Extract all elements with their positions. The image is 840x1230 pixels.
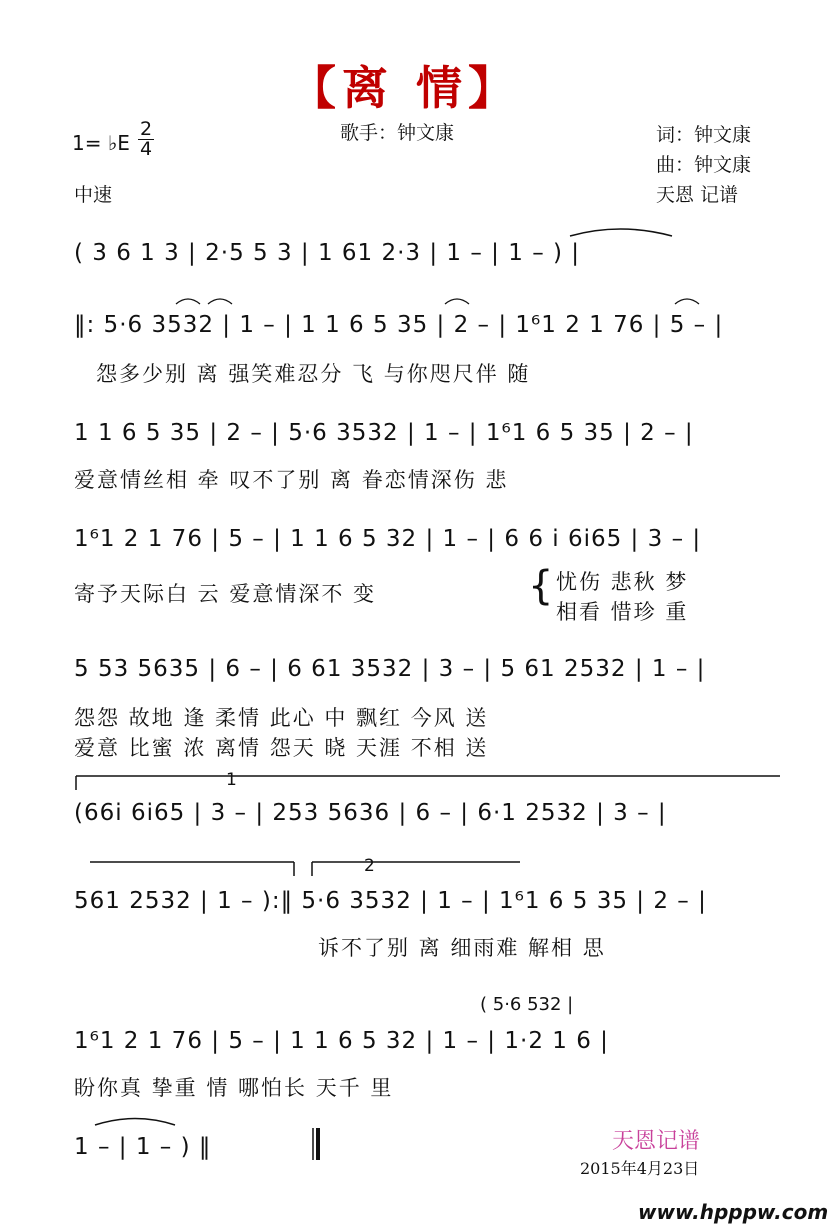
- time-denominator: 4: [139, 138, 153, 160]
- lyrics-row-4-verse-1: 忧伤 悲秋 梦: [556, 570, 689, 594]
- site-watermark: www.hpppw.com: [638, 1200, 829, 1224]
- lyrics-row-5-verse-1: 怨怨 故地 逢 柔情 此心 中 飘红 今风 送: [74, 706, 489, 730]
- lyrics-row-4: 寄予天际白 云 爱意情深不 变: [74, 582, 377, 606]
- transcription-date: 2015年4月23日: [580, 1159, 700, 1178]
- time-numerator: 2: [139, 118, 153, 140]
- notation-row-6: (66i 6i65 | 3 – | 253 5636 | 6 – | 6·1 2532 | 3 – |: [74, 800, 667, 826]
- notation-row-3: 1 1 6 5 35 | 2 – | 5·6 3532 | 1 – | 1⁶1 6 5 35 | 2 – |: [74, 420, 694, 446]
- notation-row-8: 1⁶1 2 1 76 | 5 – | 1 1 6 5 32 | 1 – | 1·2 1 6 |: [74, 1028, 609, 1054]
- lyricist-credit: 词：钟文康: [656, 124, 752, 146]
- verse-brace: {: [528, 563, 554, 609]
- transcriber-stamp: 天恩记谱: [612, 1129, 701, 1154]
- transcriber-credit: 天恩 记谱: [656, 184, 739, 206]
- tempo-marking: 中速: [74, 184, 113, 206]
- song-title: 【离 情】: [290, 61, 521, 115]
- lyrics-row-4-verse-2: 相看 惜珍 重: [556, 600, 689, 624]
- lyrics-row-3: 爱意情丝相 牵 叹不了别 离 眷恋情深伤 悲: [74, 468, 509, 492]
- lyrics-row-8: 盼你真 挚重 情 哪怕长 天千 里: [74, 1076, 394, 1100]
- volta-2-label: 2: [364, 856, 375, 876]
- notation-row-1: ( 3 6 1 3 | 2·5 5 3 | 1 61 2·3 | 1 – | 1 – ) |: [74, 240, 581, 266]
- composer-credit: 曲：钟文康: [656, 154, 752, 176]
- key-signature: 1= ♭E: [72, 131, 130, 155]
- notation-row-4: 1⁶1 2 1 76 | 5 – | 1 1 6 5 32 | 1 – | 6 6 i 6i65 | 3 – |: [74, 526, 702, 552]
- notation-row-7: 561 2532 | 1 – ):‖ 5·6 3532 | 1 – | 1⁶1 6 5 35 | 2 – |: [74, 888, 707, 914]
- ossia-notes: ( 5·6 532 |: [480, 994, 574, 1015]
- lyrics-row-7: 诉不了别 离 细雨难 解相 思: [318, 936, 606, 960]
- notation-row-5: 5 53 5635 | 6 – | 6 61 3532 | 3 – | 5 61 2532 | 1 – |: [74, 656, 706, 682]
- singer-credit: 歌手：钟文康: [340, 122, 455, 144]
- notation-row-2: ‖: 5·6 3532 | 1 – | 1 1 6 5 35 | 2 – | 1⁶1 2 1 76 | 5 – |: [74, 312, 724, 338]
- volta-1-label: 1: [226, 770, 237, 790]
- lyrics-row-2: 怨多少别 离 强笑难忍分 飞 与你咫尺伴 随: [96, 362, 531, 386]
- lyrics-row-5-verse-2: 爱意 比蜜 浓 离情 怨天 晓 天涯 不相 送: [74, 736, 489, 760]
- notation-row-9: 1 – | 1 – ) ‖: [74, 1134, 212, 1160]
